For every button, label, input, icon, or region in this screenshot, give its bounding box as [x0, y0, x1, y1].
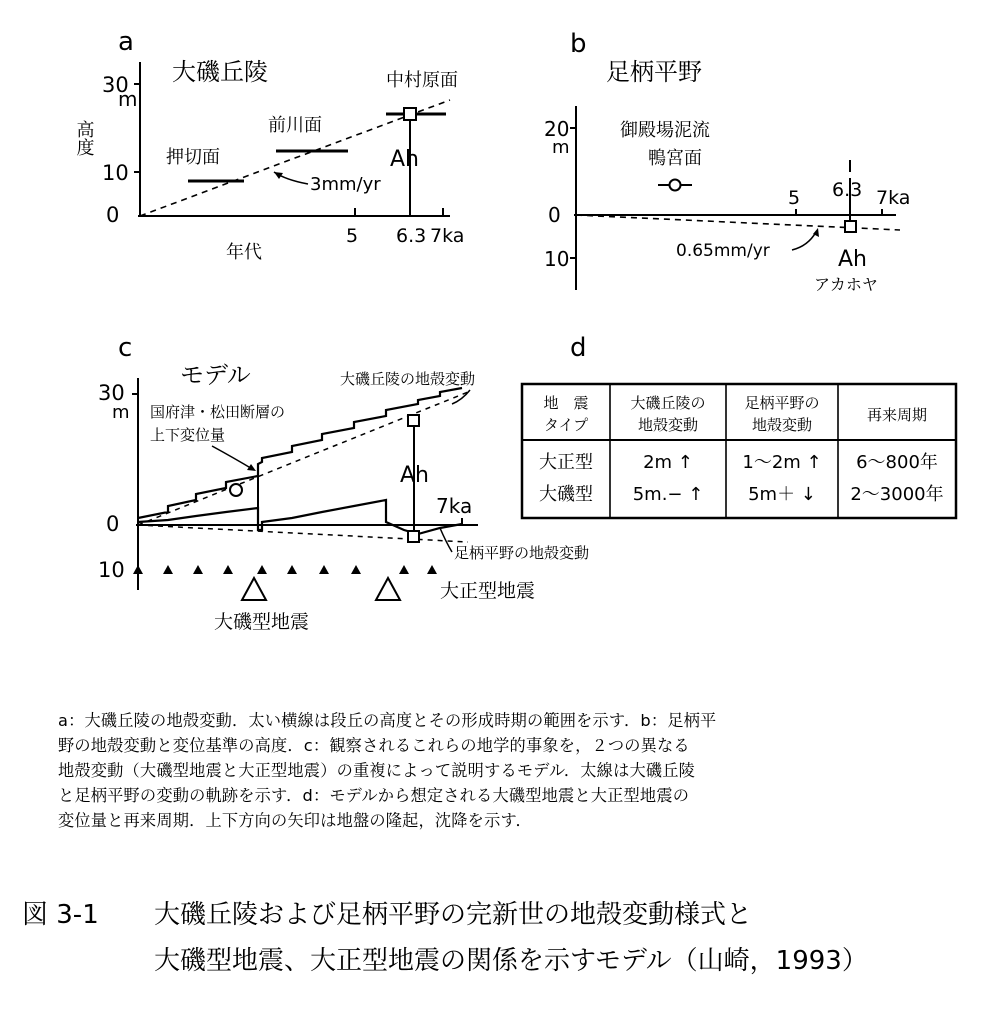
caption-line: 野の地殻変動と変位基準の高度．c：観察されるこれらの地学的事象を，２つの異なる: [58, 736, 690, 755]
panel-c-label-ashigara-move: 足柄平野の地殻変動: [454, 544, 590, 562]
panel-b-rate: 0.65mm/yr: [676, 241, 770, 261]
panel-c: [98, 333, 589, 633]
panel-d-header-oiso-2: 地殻変動: [637, 416, 699, 434]
panel-c-oiso-eq-marker-2: [376, 578, 400, 600]
caption-line: a：大磯丘陵の地殻変動．太い横線は段丘の高度とその形成時期の範囲を示す．b：足柄平: [58, 711, 717, 730]
panel-c-ah-lower-marker: [408, 531, 419, 542]
panel-b-label-gotemba-2: 鴨宮面: [648, 148, 702, 169]
panel-b-akahoya: アカホヤ: [814, 275, 878, 294]
caption-line: 変位量と再来周期．上下方向の矢印は地盤の隆起，沈降を示す．: [58, 811, 532, 830]
panel-b-x-tick-7ka: 7ka: [876, 187, 911, 209]
panel-d-letter: d: [570, 333, 587, 363]
panel-b-x-tick-6-3: 6.3: [832, 179, 863, 201]
panel-a-rate: 3mm/yr: [310, 174, 381, 195]
panel-c-label-oiso-eq: 大磯型地震: [214, 611, 310, 633]
panel-c-label-oiso-move: 大磯丘陵の地殻変動: [340, 370, 476, 388]
panel-b-y-unit: m: [552, 137, 570, 158]
panel-b-x-tick-5: 5: [788, 187, 801, 209]
panel-c-title: モデル: [180, 361, 251, 389]
panel-a-y-axis-label: 高度: [73, 120, 95, 156]
panel-d-header-oiso-1: 大磯丘陵の: [630, 394, 706, 412]
panel-c-y-tick-30: 30: [98, 381, 125, 405]
panel-b-ah-label: Ah: [838, 247, 867, 272]
panel-a-label-maekawa: 前川面: [268, 115, 322, 136]
panel-d-cell-r2-ashigara: 5m＋ ↓: [748, 484, 816, 505]
panel-a-label-nakamura: 中村原面: [386, 70, 458, 91]
panel-a-x-tick-5: 5: [346, 225, 359, 247]
panel-a-ah-label: Ah: [390, 147, 419, 172]
panel-a-y-unit: m: [118, 87, 138, 111]
panel-d-header-period: 再来周期: [866, 406, 928, 424]
panel-c-label-taisho-eq: 大正型地震: [440, 580, 536, 602]
panel-c-y-unit: m: [112, 402, 130, 423]
panel-b-y-tick-10: 10: [544, 247, 570, 271]
panel-d-header-ashigara-1: 足柄平野の: [744, 394, 820, 412]
panel-c-ah-label: Ah: [400, 463, 429, 488]
panel-c-y-tick-10: 10: [98, 558, 125, 582]
panel-a: [74, 27, 465, 263]
panel-b-label-gotemba-1: 御殿場泥流: [620, 120, 710, 141]
panel-b-gotemba-marker: [670, 180, 681, 191]
panel-c-letter: c: [118, 333, 133, 363]
panel-d-cell-r2-period: 2〜3000年: [850, 484, 944, 505]
panel-c-y-tick-0: 0: [106, 512, 120, 536]
panel-d-header-ashigara-2: 地殻変動: [751, 416, 813, 434]
figure-number: 図 3-1: [22, 900, 99, 930]
panel-a-ah-marker: [404, 108, 416, 120]
panel-a-x-tick-6-3: 6.3: [396, 225, 427, 247]
panel-a-x-tick-7ka: 7ka: [430, 225, 465, 247]
panel-a-y-tick-0: 0: [106, 203, 120, 227]
panel-d-cell-r2-type: 大磯型: [539, 484, 593, 505]
panel-d-table: [522, 384, 956, 518]
panel-d-cell-r2-oiso: 5m.− ↑: [632, 484, 704, 505]
panel-d-header-type-1: 地 震: [543, 394, 589, 412]
panel-c-oiso-eq-marker-1: [242, 578, 266, 600]
panel-c-x-tick-7ka: 7ka: [436, 494, 473, 518]
panel-c-ah-upper-marker: [408, 415, 419, 426]
figure-title-line-2: 大磯型地震、大正型地震の関係を示すモデル（山崎，1993）: [154, 946, 868, 976]
panel-d-cell-r1-oiso: 2m ↑: [643, 452, 693, 473]
figure-title-line-1: 大磯丘陵および足柄平野の完新世の地殻変動様式と: [154, 900, 753, 930]
panel-d-cell-r1-type: 大正型: [539, 452, 593, 473]
panel-a-x-axis-label: 年代: [226, 242, 262, 263]
panel-c-label-fault-1: 国府津・松田断層の: [150, 403, 286, 421]
panel-d-header-type-2: タイプ: [543, 416, 589, 434]
figure-title: [22, 892, 992, 984]
panel-c-label-fault-2: 上下変位量: [150, 426, 226, 444]
panel-a-y-tick-10: 10: [102, 161, 129, 185]
panel-d-cell-r1-ashigara: 1〜2m ↑: [742, 452, 822, 473]
panel-b-y-tick-20: 20: [544, 117, 570, 141]
panel-b-y-tick-0: 0: [548, 203, 561, 227]
panel-c-gotemba-marker: [230, 484, 242, 496]
panel-d: [522, 333, 956, 518]
panel-a-label-oshikiri: 押切面: [166, 147, 220, 168]
panel-a-title: 大磯丘陵: [172, 58, 268, 86]
panel-b-ah-marker: [845, 221, 856, 232]
panel-a-letter: a: [118, 27, 134, 57]
panel-a-y-tick-30: 30: [102, 73, 129, 97]
caption-line: 地殻変動（大磯型地震と大正型地震）の重複によって説明するモデル．太線は大磯丘陵: [58, 761, 696, 780]
panel-b-title: 足柄平野: [606, 58, 702, 86]
panel-b-letter: b: [570, 29, 587, 59]
figure-caption: [58, 708, 978, 833]
caption-line: と足柄平野の変動の軌跡を示す．d：モデルから想定される大磯型地震と大正型地震の: [58, 786, 690, 805]
panel-c-taisho-eq-markers: [133, 565, 437, 574]
panel-b: [544, 29, 910, 294]
panel-d-cell-r1-period: 6〜800年: [856, 452, 938, 473]
